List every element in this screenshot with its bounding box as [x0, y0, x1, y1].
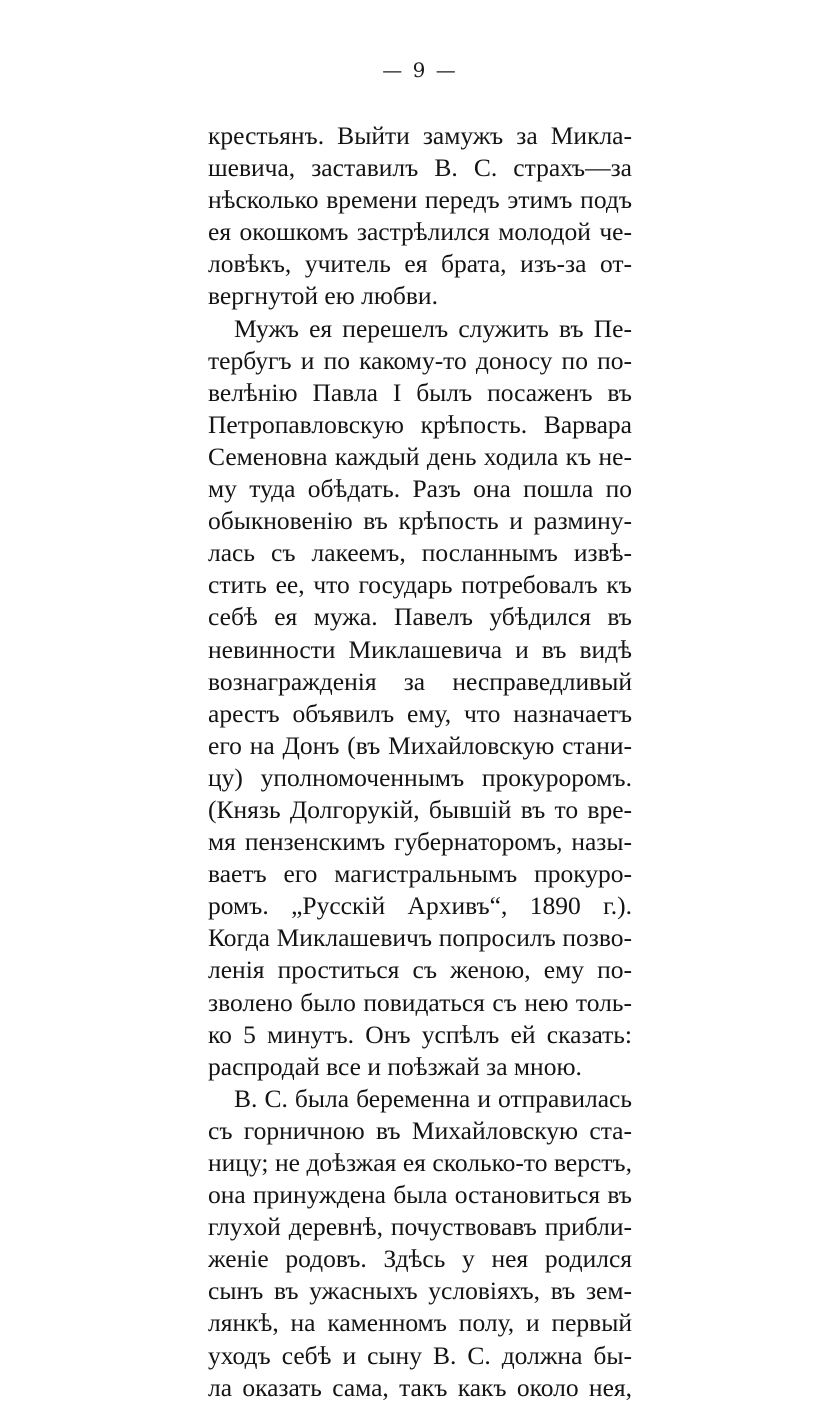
text-line: ея окошкомъ застрѣлился молодой че- — [208, 217, 632, 247]
paragraph-1 — [208, 120, 632, 313]
text-line: му туда обѣдать. Разъ она пошла по — [208, 474, 632, 504]
text-line: ваетъ его магистральнымъ прокуро- — [208, 859, 632, 889]
text-line: лась съ лакеемъ, посланнымъ извѣ- — [208, 538, 632, 568]
text-line: сынъ въ ужасныхъ условіяхъ, въ зем- — [208, 1276, 632, 1306]
text-line: ромъ. „Русскій Архивъ“, 1890 г.). — [208, 891, 632, 921]
text-line: шевича, заставилъ В. С. страхъ—за — [208, 153, 632, 183]
text-line: крестьянъ. Выйти замужъ за Микла- — [208, 121, 632, 150]
text-line: Когда Миклашевичъ попросилъ позво- — [208, 923, 632, 953]
paragraph-2 — [208, 313, 632, 1083]
text-line: ницу; не доѣзжая ея сколько-то верстъ, — [208, 1148, 632, 1177]
body-text — [208, 120, 632, 1404]
text-line: себѣ ея мужа. Павелъ убѣдился въ — [208, 602, 632, 632]
text-line: цу) уполномоченнымъ прокуроромъ. — [208, 762, 632, 792]
text-line: уходъ себѣ и сыну В. С. должна бы- — [208, 1340, 632, 1370]
text-line: Петропавловскую крѣпость. Варвара — [208, 409, 632, 439]
page-number: — 9 — — [382, 58, 458, 82]
text-line: Мужъ ея перешелъ служить въ Пе- — [234, 313, 632, 343]
text-line: Семеновна каждый день ходила къ не- — [208, 441, 632, 471]
text-line: съ горничною въ Михайловскую ста- — [208, 1115, 632, 1145]
text-line: мя пензенскимъ губернаторомъ, назы- — [208, 827, 632, 857]
text-line: распродай все и поѣзжай за мною. — [208, 1051, 582, 1081]
text-line: невинности Миклашевича и въ видѣ — [208, 634, 632, 664]
paragraph-3 — [208, 1083, 632, 1404]
text-line: нѣсколько времени передъ этимъ подъ — [208, 185, 632, 215]
text-line: В. С. была беременна и отправилась — [234, 1083, 632, 1113]
text-line: тербугъ и по какому-то доносу по по- — [208, 345, 632, 375]
text-line: его на Донъ (въ Михайловскую стани- — [208, 730, 632, 760]
text-line: вергнутой ею любви. — [208, 281, 438, 311]
text-line: ла оказать сама, такъ какъ около нея, — [208, 1372, 632, 1402]
text-line: она принуждена была остановиться въ — [208, 1180, 632, 1210]
text-line: женіе родовъ. Здѣсь у нея родился — [208, 1244, 632, 1274]
text-line: (Князь Долгорукій, бывшій въ то вре- — [208, 794, 632, 824]
text-line: арестъ объявилъ ему, что назначаетъ — [208, 698, 632, 728]
text-line: вознагражденія за несправедливый — [208, 666, 632, 696]
text-line: лянкѣ, на каменномъ полу, и первый — [208, 1308, 632, 1338]
text-line: глухой деревнѣ, почуствовавъ прибли- — [208, 1212, 632, 1242]
text-line: стить ее, что государь потребовалъ къ — [208, 570, 632, 600]
text-line: ко 5 минутъ. Онъ успѣлъ ей сказать: — [208, 1019, 632, 1049]
text-line: обыкновенію въ крѣпость и размину- — [208, 506, 632, 536]
text-line: велѣнію Павла I былъ посаженъ въ — [208, 377, 632, 407]
text-line: зволено было повидаться съ нею толь- — [208, 987, 632, 1017]
text-line: ленія проститься съ женою, ему по- — [208, 955, 632, 985]
text-line: ловѣкъ, учитель ея брата, изъ-за от- — [208, 249, 632, 279]
